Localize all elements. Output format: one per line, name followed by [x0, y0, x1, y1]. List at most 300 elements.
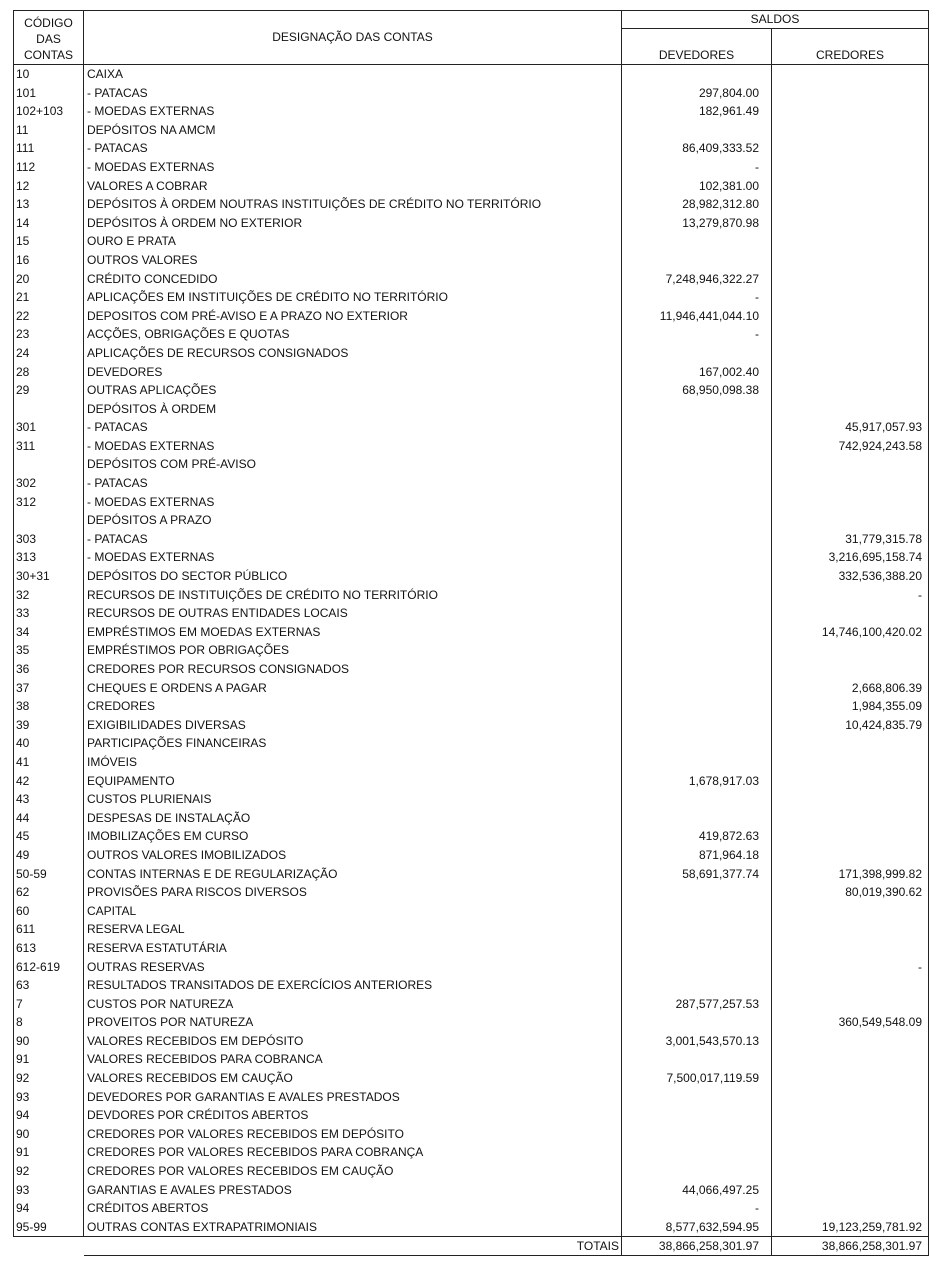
- account-designation: DESPESAS DE INSTALAÇÃO: [84, 809, 622, 828]
- designation-column-header: DESIGNAÇÃO DAS CONTAS: [84, 11, 622, 65]
- debit-balance: [622, 232, 772, 251]
- table-row: [14, 232, 929, 251]
- code-column-header: [14, 11, 84, 65]
- credit-balance: [772, 1032, 929, 1051]
- credit-balance: [772, 604, 929, 623]
- code-header-line3: CONTAS: [23, 47, 74, 62]
- table-row: [14, 84, 929, 103]
- credit-balance: [772, 1050, 929, 1069]
- account-designation: EMPRÉSTIMOS POR OBRIGAÇÕES: [84, 641, 622, 660]
- credit-balance: 10,424,835.79: [772, 716, 929, 735]
- credit-balance: 171,398,999.82: [772, 865, 929, 884]
- account-designation: DEPÓSITOS À ORDEM NOUTRAS INSTITUIÇÕES DE CRÉDITO NO TERRITÓRIO: [84, 195, 622, 214]
- account-designation: CAPITAL: [84, 902, 622, 921]
- account-code: 21: [14, 288, 84, 307]
- account-code: 95-99: [14, 1218, 84, 1237]
- debit-balance: [622, 65, 772, 84]
- table-row: [14, 623, 929, 642]
- credit-balance: [772, 139, 929, 158]
- totals-debit: 38,866,258,301.97: [622, 1237, 772, 1256]
- debit-balance: [622, 548, 772, 567]
- table-row: [14, 1069, 929, 1088]
- account-designation: CREDORES POR VALORES RECEBIDOS PARA COBRANÇA: [84, 1143, 622, 1162]
- account-designation: DEPÓSITOS À ORDEM NO EXTERIOR: [84, 214, 622, 233]
- debit-balance: 13,279,870.98: [622, 214, 772, 233]
- credit-balance: [772, 251, 929, 270]
- account-code: 612-619: [14, 958, 84, 977]
- table-row: [14, 325, 929, 344]
- debit-balance: [622, 660, 772, 679]
- account-designation: OUTROS VALORES: [84, 251, 622, 270]
- account-code: 311: [14, 437, 84, 456]
- table-row: [14, 697, 929, 716]
- credit-balance: [772, 790, 929, 809]
- debit-balance: -: [622, 288, 772, 307]
- table-row: [14, 251, 929, 270]
- credit-balance: [772, 939, 929, 958]
- account-code: 41: [14, 753, 84, 772]
- account-designation: EMPRÉSTIMOS EM MOEDAS EXTERNAS: [84, 623, 622, 642]
- table-row: [14, 1125, 929, 1144]
- debit-balance: [622, 530, 772, 549]
- table-row: [14, 493, 929, 512]
- account-code: 22: [14, 307, 84, 326]
- table-row: [14, 809, 929, 828]
- account-designation: CUSTOS PLURIENAIS: [84, 790, 622, 809]
- account-designation: APLICAÇÕES DE RECURSOS CONSIGNADOS: [84, 344, 622, 363]
- account-designation: OUTROS VALORES IMOBILIZADOS: [84, 846, 622, 865]
- account-code: 15: [14, 232, 84, 251]
- credit-balance: [772, 1199, 929, 1218]
- credit-balance: [772, 827, 929, 846]
- account-code: 92: [14, 1069, 84, 1088]
- account-code: 63: [14, 976, 84, 995]
- account-designation: CRÉDITOS ABERTOS: [84, 1199, 622, 1218]
- credit-balance: [772, 288, 929, 307]
- debit-balance: -: [622, 158, 772, 177]
- account-code: 91: [14, 1050, 84, 1069]
- debit-balance: [622, 121, 772, 140]
- account-code: 11: [14, 121, 84, 140]
- credit-balance: [772, 772, 929, 791]
- account-designation: CAIXA: [84, 65, 622, 84]
- account-designation: DEPOSITOS COM PRÉ-AVISO E A PRAZO NO EXTERIOR: [84, 307, 622, 326]
- account-designation: - MOEDAS EXTERNAS: [84, 437, 622, 456]
- account-code: 13: [14, 195, 84, 214]
- account-code: 24: [14, 344, 84, 363]
- debit-balance: [622, 344, 772, 363]
- account-code: 92: [14, 1162, 84, 1181]
- account-designation: CONTAS INTERNAS E DE REGULARIZAÇÃO: [84, 865, 622, 884]
- credit-balance: -: [772, 958, 929, 977]
- table-row: [14, 567, 929, 586]
- debit-balance: [622, 1125, 772, 1144]
- account-designation: CRÉDITO CONCEDIDO: [84, 270, 622, 289]
- table-row: [14, 270, 929, 289]
- account-designation: DEPÓSITOS A PRAZO: [84, 511, 622, 530]
- debit-balance: 7,248,946,322.27: [622, 270, 772, 289]
- debit-balance: [622, 939, 772, 958]
- debit-balance: 86,409,333.52: [622, 139, 772, 158]
- debit-balance: [622, 567, 772, 586]
- credit-balance: [772, 1162, 929, 1181]
- table-row: [14, 1050, 929, 1069]
- code-header-line1: CÓDIGO: [24, 15, 73, 30]
- debit-balance: [622, 716, 772, 735]
- table-row: [14, 958, 929, 977]
- debit-balance: -: [622, 1199, 772, 1218]
- credit-balance: [772, 158, 929, 177]
- credit-balance: [772, 214, 929, 233]
- account-rows: [14, 65, 929, 1237]
- account-code: 60: [14, 902, 84, 921]
- debit-balance: [622, 902, 772, 921]
- account-designation: CHEQUES E ORDENS A PAGAR: [84, 679, 622, 698]
- account-code: 45: [14, 827, 84, 846]
- credit-balance: [772, 363, 929, 382]
- credit-balance: -: [772, 586, 929, 605]
- account-code: 29: [14, 381, 84, 400]
- account-code: 30+31: [14, 567, 84, 586]
- table-row: [14, 772, 929, 791]
- account-code: 20: [14, 270, 84, 289]
- account-code: 111: [14, 139, 84, 158]
- debit-balance: 28,982,312.80: [622, 195, 772, 214]
- debit-balance: 297,804.00: [622, 84, 772, 103]
- table-row: [14, 418, 929, 437]
- table-row: [14, 1106, 929, 1125]
- table-row: [14, 716, 929, 735]
- debit-balance: [622, 1106, 772, 1125]
- table-row: [14, 679, 929, 698]
- account-designation: RECURSOS DE OUTRAS ENTIDADES LOCAIS: [84, 604, 622, 623]
- credit-balance: [772, 307, 929, 326]
- account-designation: - MOEDAS EXTERNAS: [84, 493, 622, 512]
- debit-balance: 419,872.63: [622, 827, 772, 846]
- debit-balance: [622, 623, 772, 642]
- credit-balance: [772, 846, 929, 865]
- account-designation: CUSTOS POR NATUREZA: [84, 995, 622, 1014]
- account-code: 44: [14, 809, 84, 828]
- table-row: [14, 641, 929, 660]
- account-code: 35: [14, 641, 84, 660]
- debit-balance: [622, 958, 772, 977]
- account-designation: APLICAÇÕES EM INSTITUIÇÕES DE CRÉDITO NO TERRITÓRIO: [84, 288, 622, 307]
- account-designation: DEPÓSITOS À ORDEM: [84, 400, 622, 419]
- table-row: [14, 177, 929, 196]
- debit-balance: [622, 697, 772, 716]
- credit-balance: [772, 325, 929, 344]
- account-code: 302: [14, 474, 84, 493]
- account-code: 93: [14, 1088, 84, 1107]
- debit-balance: [622, 493, 772, 512]
- table-row: [14, 437, 929, 456]
- account-designation: - PATACAS: [84, 418, 622, 437]
- debit-balance: 11,946,441,044.10: [622, 307, 772, 326]
- account-code: [14, 511, 84, 530]
- account-designation: DEPÓSITOS COM PRÉ-AVISO: [84, 455, 622, 474]
- debit-balance: [622, 586, 772, 605]
- account-designation: GARANTIAS E AVALES PRESTADOS: [84, 1181, 622, 1200]
- credit-balance: [772, 400, 929, 419]
- account-designation: ACÇÕES, OBRIGAÇÕES E QUOTAS: [84, 325, 622, 344]
- account-code: 32: [14, 586, 84, 605]
- credit-balance: [772, 1181, 929, 1200]
- debit-column-header: DEVEDORES: [622, 29, 772, 65]
- debit-balance: 68,950,098.38: [622, 381, 772, 400]
- debit-balance: 871,964.18: [622, 846, 772, 865]
- credit-balance: [772, 660, 929, 679]
- table-row: [14, 400, 929, 419]
- debit-balance: [622, 883, 772, 902]
- credit-balance: [772, 84, 929, 103]
- account-code: 91: [14, 1143, 84, 1162]
- credit-balance: [772, 195, 929, 214]
- account-designation: CREDORES POR VALORES RECEBIDOS EM DEPÓSITO: [84, 1125, 622, 1144]
- credit-balance: [772, 809, 929, 828]
- debit-balance: [622, 1162, 772, 1181]
- account-code: 101: [14, 84, 84, 103]
- account-code: 313: [14, 548, 84, 567]
- debit-balance: [622, 1013, 772, 1032]
- account-code: 33: [14, 604, 84, 623]
- account-designation: DEVDORES POR CRÉDITOS ABERTOS: [84, 1106, 622, 1125]
- table-row: [14, 139, 929, 158]
- account-code: [14, 455, 84, 474]
- credit-balance: [772, 1088, 929, 1107]
- credit-balance: [772, 1143, 929, 1162]
- table-row: [14, 307, 929, 326]
- credit-balance: 45,917,057.93: [772, 418, 929, 437]
- table-row: [14, 511, 929, 530]
- table-row: [14, 846, 929, 865]
- debit-balance: 8,577,632,594.95: [622, 1218, 772, 1237]
- account-designation: PARTICIPAÇÕES FINANCEIRAS: [84, 734, 622, 753]
- debit-balance: 1,678,917.03: [622, 772, 772, 791]
- credit-balance: 332,536,388.20: [772, 567, 929, 586]
- account-designation: IMÓVEIS: [84, 753, 622, 772]
- account-designation: - MOEDAS EXTERNAS: [84, 102, 622, 121]
- debit-balance: [622, 753, 772, 772]
- table-row: [14, 920, 929, 939]
- account-designation: - MOEDAS EXTERNAS: [84, 158, 622, 177]
- table-row: [14, 1032, 929, 1051]
- debit-balance: [622, 400, 772, 419]
- account-designation: DEVEDORES: [84, 363, 622, 382]
- credit-balance: 80,019,390.62: [772, 883, 929, 902]
- account-code: 12: [14, 177, 84, 196]
- account-code: 303: [14, 530, 84, 549]
- credit-balance: [772, 493, 929, 512]
- table-row: [14, 474, 929, 493]
- account-designation: EQUIPAMENTO: [84, 772, 622, 791]
- credit-balance: 31,779,315.78: [772, 530, 929, 549]
- account-code: 34: [14, 623, 84, 642]
- account-code: 611: [14, 920, 84, 939]
- debit-balance: [622, 920, 772, 939]
- table-row: [14, 734, 929, 753]
- account-code: 90: [14, 1125, 84, 1144]
- account-designation: PROVEITOS POR NATUREZA: [84, 1013, 622, 1032]
- account-code: 301: [14, 418, 84, 437]
- account-designation: EXIGIBILIDADES DIVERSAS: [84, 716, 622, 735]
- debit-balance: 44,066,497.25: [622, 1181, 772, 1200]
- account-code: 38: [14, 697, 84, 716]
- credit-balance: [772, 474, 929, 493]
- table-row: [14, 865, 929, 884]
- accounts-table: [13, 10, 929, 1256]
- account-code: 43: [14, 790, 84, 809]
- debit-balance: 58,691,377.74: [622, 865, 772, 884]
- account-code: 39: [14, 716, 84, 735]
- debit-balance: 102,381.00: [622, 177, 772, 196]
- table-row: [14, 976, 929, 995]
- balance-sheet: [13, 10, 928, 1256]
- account-code: [14, 400, 84, 419]
- credit-balance: 360,549,548.09: [772, 1013, 929, 1032]
- table-row: [14, 604, 929, 623]
- credit-balance: 2,668,806.39: [772, 679, 929, 698]
- account-designation: CREDORES: [84, 697, 622, 716]
- table-row: [14, 883, 929, 902]
- table-row: [14, 1013, 929, 1032]
- credit-balance: 3,216,695,158.74: [772, 548, 929, 567]
- debit-balance: [622, 641, 772, 660]
- table-row: [14, 1143, 929, 1162]
- totals-label: TOTAIS: [84, 1237, 622, 1256]
- account-code: 102+103: [14, 102, 84, 121]
- credit-balance: [772, 511, 929, 530]
- table-row: [14, 344, 929, 363]
- totals-row: [14, 1237, 929, 1256]
- debit-balance: [622, 251, 772, 270]
- credit-balance: [772, 902, 929, 921]
- credit-balance: [772, 102, 929, 121]
- debit-balance: [622, 437, 772, 456]
- account-designation: OUTRAS RESERVAS: [84, 958, 622, 977]
- account-code: 16: [14, 251, 84, 270]
- credit-balance: 742,924,243.58: [772, 437, 929, 456]
- account-designation: CREDORES POR VALORES RECEBIDOS EM CAUÇÃO: [84, 1162, 622, 1181]
- account-designation: OUTRAS CONTAS EXTRAPATRIMONIAIS: [84, 1218, 622, 1237]
- table-row: [14, 530, 929, 549]
- debit-balance: 3,001,543,570.13: [622, 1032, 772, 1051]
- table-row: [14, 939, 929, 958]
- credit-balance: [772, 920, 929, 939]
- table-row: [14, 1199, 929, 1218]
- account-code: 40: [14, 734, 84, 753]
- credit-column-header: CREDORES: [772, 29, 929, 65]
- table-row: [14, 753, 929, 772]
- account-code: 23: [14, 325, 84, 344]
- debit-balance: [622, 604, 772, 623]
- credit-balance: [772, 641, 929, 660]
- account-code: 10: [14, 65, 84, 84]
- credit-balance: [772, 1106, 929, 1125]
- debit-balance: 7,500,017,119.59: [622, 1069, 772, 1088]
- account-code: 8: [14, 1013, 84, 1032]
- account-designation: - PATACAS: [84, 84, 622, 103]
- debit-balance: [622, 679, 772, 698]
- debit-balance: [622, 1143, 772, 1162]
- debit-balance: [622, 1088, 772, 1107]
- table-row: [14, 102, 929, 121]
- table-row: [14, 790, 929, 809]
- account-code: 93: [14, 1181, 84, 1200]
- account-code: 613: [14, 939, 84, 958]
- account-code: 7: [14, 995, 84, 1014]
- table-row: [14, 455, 929, 474]
- account-code: 312: [14, 493, 84, 512]
- credit-balance: 19,123,259,781.92: [772, 1218, 929, 1237]
- account-designation: RECURSOS DE INSTITUIÇÕES DE CRÉDITO NO TERRITÓRIO: [84, 586, 622, 605]
- table-row: [14, 1181, 929, 1200]
- credit-balance: [772, 65, 929, 84]
- table-row: [14, 1218, 929, 1237]
- account-code: 90: [14, 1032, 84, 1051]
- credit-balance: [772, 734, 929, 753]
- account-code: 28: [14, 363, 84, 382]
- table-row: [14, 288, 929, 307]
- credit-balance: 14,746,100,420.02: [772, 623, 929, 642]
- account-designation: VALORES RECEBIDOS EM DEPÓSITO: [84, 1032, 622, 1051]
- credit-balance: [772, 381, 929, 400]
- account-designation: OURO E PRATA: [84, 232, 622, 251]
- credit-balance: [772, 995, 929, 1014]
- balances-group-header: SALDOS: [622, 11, 929, 29]
- account-designation: VALORES RECEBIDOS EM CAUÇÃO: [84, 1069, 622, 1088]
- account-code: 94: [14, 1199, 84, 1218]
- account-designation: - MOEDAS EXTERNAS: [84, 548, 622, 567]
- debit-balance: [622, 455, 772, 474]
- account-designation: DEVEDORES POR GARANTIAS E AVALES PRESTADOS: [84, 1088, 622, 1107]
- credit-balance: [772, 1069, 929, 1088]
- account-designation: CREDORES POR RECURSOS CONSIGNADOS: [84, 660, 622, 679]
- credit-balance: 1,984,355.09: [772, 697, 929, 716]
- debit-balance: [622, 418, 772, 437]
- credit-balance: [772, 455, 929, 474]
- table-row: [14, 214, 929, 233]
- credit-balance: [772, 753, 929, 772]
- totals-credit: 38,866,258,301.97: [772, 1237, 929, 1256]
- account-code: 112: [14, 158, 84, 177]
- credit-balance: [772, 232, 929, 251]
- credit-balance: [772, 976, 929, 995]
- account-designation: VALORES A COBRAR: [84, 177, 622, 196]
- debit-balance: [622, 474, 772, 493]
- table-row: [14, 65, 929, 84]
- account-designation: IMOBILIZAÇÕES EM CURSO: [84, 827, 622, 846]
- debit-balance: [622, 790, 772, 809]
- table-row: [14, 158, 929, 177]
- code-header-line2: DAS: [36, 31, 61, 46]
- account-code: 42: [14, 772, 84, 791]
- account-code: 37: [14, 679, 84, 698]
- table-row: [14, 548, 929, 567]
- account-code: 14: [14, 214, 84, 233]
- table-row: [14, 660, 929, 679]
- debit-balance: [622, 1050, 772, 1069]
- debit-balance: -: [622, 325, 772, 344]
- account-designation: OUTRAS APLICAÇÕES: [84, 381, 622, 400]
- debit-balance: [622, 734, 772, 753]
- debit-balance: 182,961.49: [622, 102, 772, 121]
- table-row: [14, 381, 929, 400]
- table-row: [14, 195, 929, 214]
- credit-balance: [772, 121, 929, 140]
- account-code: 50-59: [14, 865, 84, 884]
- account-designation: - PATACAS: [84, 139, 622, 158]
